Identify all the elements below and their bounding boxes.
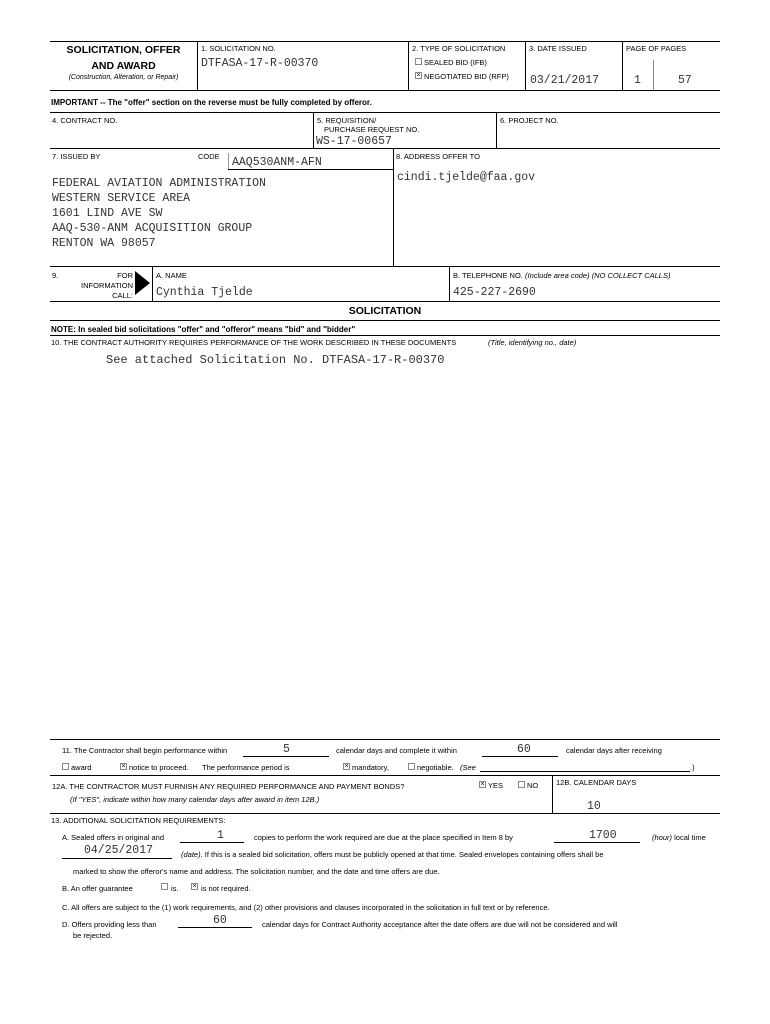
item11-text-2: calendar days and complete it within	[336, 746, 457, 755]
bonds-no-checkbox[interactable]	[518, 781, 525, 788]
arrow-right-icon	[135, 271, 151, 295]
solicitation-no-label: 1. SOLICITATION NO.	[201, 44, 276, 53]
item13a-text: A. Sealed offers in original and	[62, 833, 165, 842]
for-info-label-3: CALL:	[112, 291, 133, 300]
notice-label: notice to proceed.	[129, 763, 189, 772]
important-notice: IMPORTANT -- The "offer" section on the reverse must be fully completed by offeror.	[51, 98, 372, 107]
see-close: .)	[690, 763, 695, 772]
negotiated-bid-label: NEGOTIATED BID (RFP)	[424, 72, 509, 81]
item13d-text-2: calendar days for Contract Authority acceptance after the date offers are due will not be considered and will	[262, 920, 618, 929]
issued-by-line: FEDERAL AVIATION ADMINISTRATION	[52, 177, 266, 190]
item11-text: 11. The Contractor shall begin performance within	[62, 746, 228, 755]
page-of-pages-label: PAGE OF PAGES	[626, 44, 687, 53]
for-info-label-2: INFORMATION	[81, 281, 133, 290]
address-offer-field[interactable]: cindi.tjelde@faa.gov	[397, 171, 536, 184]
begin-days-field[interactable]: 5	[283, 743, 290, 756]
guarantee-not-checkbox[interactable]: ×	[192, 883, 197, 890]
form-subtitle: (Construction, Alteration, or Repair)	[68, 74, 179, 81]
item11-text-3: calendar days after receiving	[566, 746, 662, 755]
item13a-text-4: marked to show the offeror's name and address. The solicitation number, and the date and time offers are due.	[73, 867, 440, 876]
mandatory-label: mandatory,	[352, 763, 389, 772]
see-label: (See	[460, 763, 476, 772]
project-no-label: 6. PROJECT NO.	[500, 116, 559, 125]
requisition-no-field[interactable]: WS-17-00657	[316, 135, 392, 148]
form-title-line2: AND AWARD	[91, 60, 156, 72]
sealed-bid-note: NOTE: In sealed bid solicitations "offer" and "offeror" means "bid" and "bidder"	[51, 325, 356, 334]
guarantee-is-checkbox[interactable]	[161, 883, 168, 890]
issued-by-line: AAQ-530-ANM ACQUISITION GROUP	[52, 222, 253, 235]
item13-heading: 13. ADDITIONAL SOLICITATION REQUIREMENTS:	[51, 816, 226, 825]
solicitation-heading: SOLICITATION	[348, 305, 422, 317]
negotiable-label: negotiable.	[417, 763, 454, 772]
name-field[interactable]: Cynthia Tjelde	[156, 286, 253, 299]
telephone-field[interactable]: 425-227-2690	[453, 286, 536, 299]
due-hour-field[interactable]: 1700	[589, 829, 617, 842]
type-of-solicitation-label: 2. TYPE OF SOLICITATION	[412, 44, 506, 53]
item12b-label: 12B. CALENDAR DAYS	[556, 778, 637, 787]
date-label: (date). If this is a sealed bid solicitation, offers must be publicly opened at that time. Sealed envelopes containing offers shall be	[181, 850, 604, 859]
telephone-label: B. TELEPHONE NO. (Include area code) (NO COLLECT CALLS)	[453, 271, 671, 280]
issued-by-label: 7. ISSUED BY	[52, 152, 101, 161]
bonds-yes-label: YES	[488, 781, 504, 790]
for-info-label: FOR	[117, 271, 133, 280]
issued-by-line: RENTON WA 98057	[52, 237, 156, 250]
hour-label: (hour) local time	[652, 833, 706, 842]
negotiable-checkbox[interactable]	[408, 763, 415, 770]
name-label: A. NAME	[156, 271, 187, 280]
notice-to-proceed-checkbox[interactable]: ×	[121, 763, 126, 770]
item10-label: 10. THE CONTRACT AUTHORITY REQUIRES PERFORMANCE OF THE WORK DESCRIBED IN THESE DOCUMENTS	[51, 338, 457, 347]
address-offer-label: 8. ADDRESS OFFER TO	[396, 152, 480, 161]
item13c-text: C. All offers are subject to the (1) work requirements, and (2) other provisions and clauses incorporated in the solicitation in full text or by reference.	[62, 903, 550, 912]
item12a-note: (If "YES", indicate within how many calendar days after award in item 12B.)	[70, 795, 320, 804]
item12a-text: 12A. THE CONTRACTOR MUST FURNISH ANY REQUIRED PERFORMANCE AND PAYMENT BONDS?	[52, 782, 405, 791]
date-issued-label: 3. DATE ISSUED	[529, 44, 587, 53]
mandatory-checkbox[interactable]: ×	[344, 763, 349, 770]
work-description-field[interactable]: See attached Solicitation No. DTFASA-17-R-00370	[106, 353, 445, 367]
bonds-no-label: NO	[527, 781, 539, 790]
item13d-text-3: be rejected.	[73, 931, 113, 940]
complete-days-field[interactable]: 60	[517, 743, 531, 756]
telephone-note: (Include area code) (NO COLLECT CALLS)	[524, 271, 671, 280]
sealed-bid-checkbox[interactable]	[415, 58, 422, 65]
guarantee-not-label: is not required.	[201, 884, 251, 893]
negotiated-bid-checkbox[interactable]: ×	[416, 72, 421, 79]
acceptance-days-field[interactable]: 60	[213, 914, 227, 927]
requisition-label: 5. REQUISITION/	[317, 116, 377, 125]
code-label: CODE	[198, 152, 220, 161]
item9-label: 9.	[52, 271, 59, 280]
award-checkbox[interactable]	[62, 763, 69, 770]
issued-by-line: WESTERN SERVICE AREA	[52, 192, 191, 205]
due-date-field[interactable]: 04/25/2017	[84, 844, 154, 857]
page-number-field[interactable]: 1	[634, 74, 641, 87]
guarantee-is-label: is.	[171, 884, 179, 893]
total-pages-field[interactable]: 57	[678, 74, 692, 87]
item13b-text: B. An offer guarantee	[62, 884, 133, 893]
item13a-text-2: copies to perform the work required are due at the place specified in Item 8 by	[254, 833, 513, 842]
item13d-text: D. Offers providing less than	[62, 920, 157, 929]
sealed-bid-label: SEALED BID (IFB)	[424, 58, 487, 67]
calendar-days-field[interactable]: 10	[587, 800, 601, 813]
form-title: SOLICITATION, OFFER	[66, 44, 181, 56]
solicitation-no-field[interactable]: DTFASA-17-R-00370	[201, 57, 319, 70]
copies-field[interactable]: 1	[217, 829, 224, 842]
contract-no-label: 4. CONTRACT NO.	[52, 116, 118, 125]
award-label: award	[71, 763, 92, 772]
bonds-yes-checkbox[interactable]: ×	[480, 781, 485, 788]
requisition-label-2: PURCHASE REQUEST NO.	[324, 125, 420, 134]
date-issued-field[interactable]: 03/21/2017	[530, 74, 600, 87]
item10-note: (Title, identifying no., date)	[488, 338, 577, 347]
issued-by-line: 1601 LIND AVE SW	[52, 207, 163, 220]
performance-period-text: The performance period is	[202, 763, 290, 772]
code-field[interactable]: AAQ530ANM-AFN	[232, 156, 322, 169]
